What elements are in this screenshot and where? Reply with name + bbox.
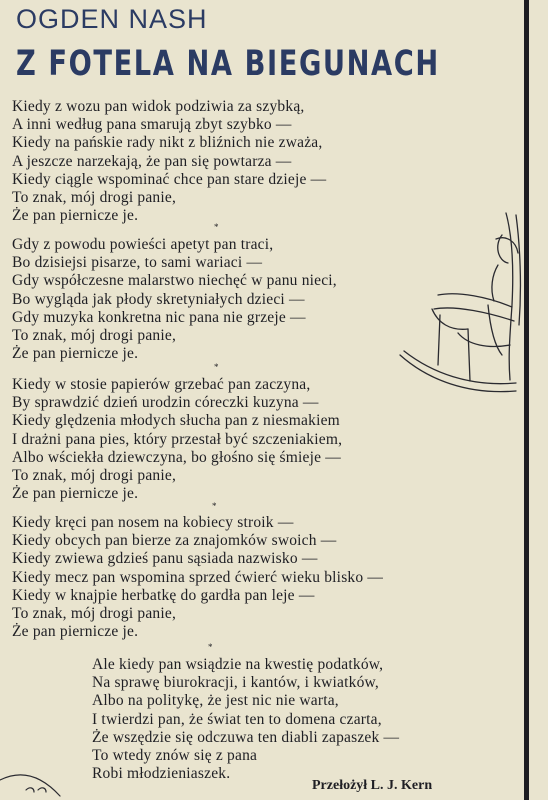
- poem-line: Albo wściekła dziewczyna, bo głośno się śmieje —: [12, 448, 341, 466]
- stanza-separator: *: [212, 501, 217, 511]
- poem-line: A inni według pana smarują zbyt szybko —: [12, 116, 292, 134]
- poem-line: Kiedy mecz pan wspomina sprzed ćwierć wieku blisko —: [12, 568, 384, 586]
- poem-line: Kiedy z wozu pan widok podziwia za szybką,: [12, 98, 305, 115]
- poem-line: Gdy muzyka konkretna nic pana nie grzeje —: [12, 308, 306, 326]
- stanza-separator: *: [214, 362, 219, 372]
- author-name: OGDEN NASH: [16, 4, 208, 34]
- poem-line: Bo dzisiejsi pisarze, to sami wariaci —: [12, 254, 263, 272]
- poem-line: Że wszędzie się odczuwa ten diabli zapaszek —: [92, 728, 400, 746]
- poem-line: Bo wygląda jak płody skretyniałych dzieci —: [12, 290, 305, 308]
- poem-line: Kiedy ciągle wspominać chce pan stare dzieje —: [12, 170, 327, 188]
- poem-line: Że pan piernicze je.: [12, 345, 139, 363]
- poem-line: Że pan piernicze je.: [12, 207, 139, 225]
- rocking-chair-illustration: [398, 205, 524, 415]
- poem-line: Kiedy na pańskie rady nikt z bliźnich nie zważa,: [12, 134, 323, 152]
- stanza-4: [12, 514, 383, 641]
- poem-line: Że pan piernicze je.: [12, 485, 139, 503]
- stanza-5: [92, 656, 399, 783]
- column-rule: [524, 0, 529, 800]
- poem-line: Że pan piernicze je.: [12, 623, 139, 641]
- poem-line: Gdy z powodu powieści apetyt pan traci,: [12, 236, 274, 253]
- stanza-separator: *: [208, 642, 213, 652]
- poem-line: A jeszcze narzekają, że pan się powtarza —: [12, 152, 292, 170]
- poem-line: To wtedy znów się z pana: [92, 747, 258, 765]
- poem-line: Kiedy w stosie papierów grzebać pan zaczyna,: [12, 376, 311, 393]
- poem-line: Albo na politykę, że jest nic nie warta,: [92, 692, 339, 710]
- stanza-3: [12, 376, 342, 503]
- stanza-separator: *: [214, 222, 219, 232]
- stanza-2: [12, 236, 337, 363]
- poem-line: Ale kiedy pan wsiądzie na kwestię podatków,: [92, 656, 384, 673]
- translator-credit: Przełożył L. J. Kern: [312, 778, 433, 793]
- poem-line: I twierdzi pan, że świat ten to domena czarta,: [92, 710, 382, 728]
- poem-line: To znak, mój drogi panie,: [12, 189, 177, 207]
- poem-line: Kiedy w knajpie herbatkę do gardła pan leje —: [12, 586, 315, 604]
- stanza-1: [12, 98, 326, 225]
- poem-line: Kiedy kręci pan nosem na kobiecy stroik —: [12, 514, 294, 531]
- poem-line: Kiedy ględzenia młodych słucha pan z niesmakiem: [12, 412, 340, 430]
- poem-line: Na sprawę biurokracji, i kantów, i kwiatków,: [92, 674, 380, 692]
- poem-line: To znak, mój drogi panie,: [12, 467, 177, 485]
- poem-line: I drażni pana pies, który przestał być szczeniakiem,: [12, 430, 343, 448]
- poem-line: Kiedy obcych pan bierze za znajomków swoich —: [12, 532, 337, 550]
- poem-line: Robi młodzieniaszek.: [92, 765, 231, 783]
- poem-line: Kiedy zwiewa gdzieś panu sąsiada nazwisko —: [12, 550, 318, 568]
- poem-line: To znak, mój drogi panie,: [12, 605, 177, 623]
- poem-line: Gdy współczesne malarstwo niechęć w panu nieci,: [12, 272, 337, 290]
- poem-title: Z FOTELA NA BIEGUNACH: [16, 44, 440, 84]
- poem-line: To znak, mój drogi panie,: [12, 327, 177, 345]
- corner-scribble: [0, 760, 70, 800]
- poem-line: By sprawdzić dzień urodzin córeczki kuzyna —: [12, 394, 319, 412]
